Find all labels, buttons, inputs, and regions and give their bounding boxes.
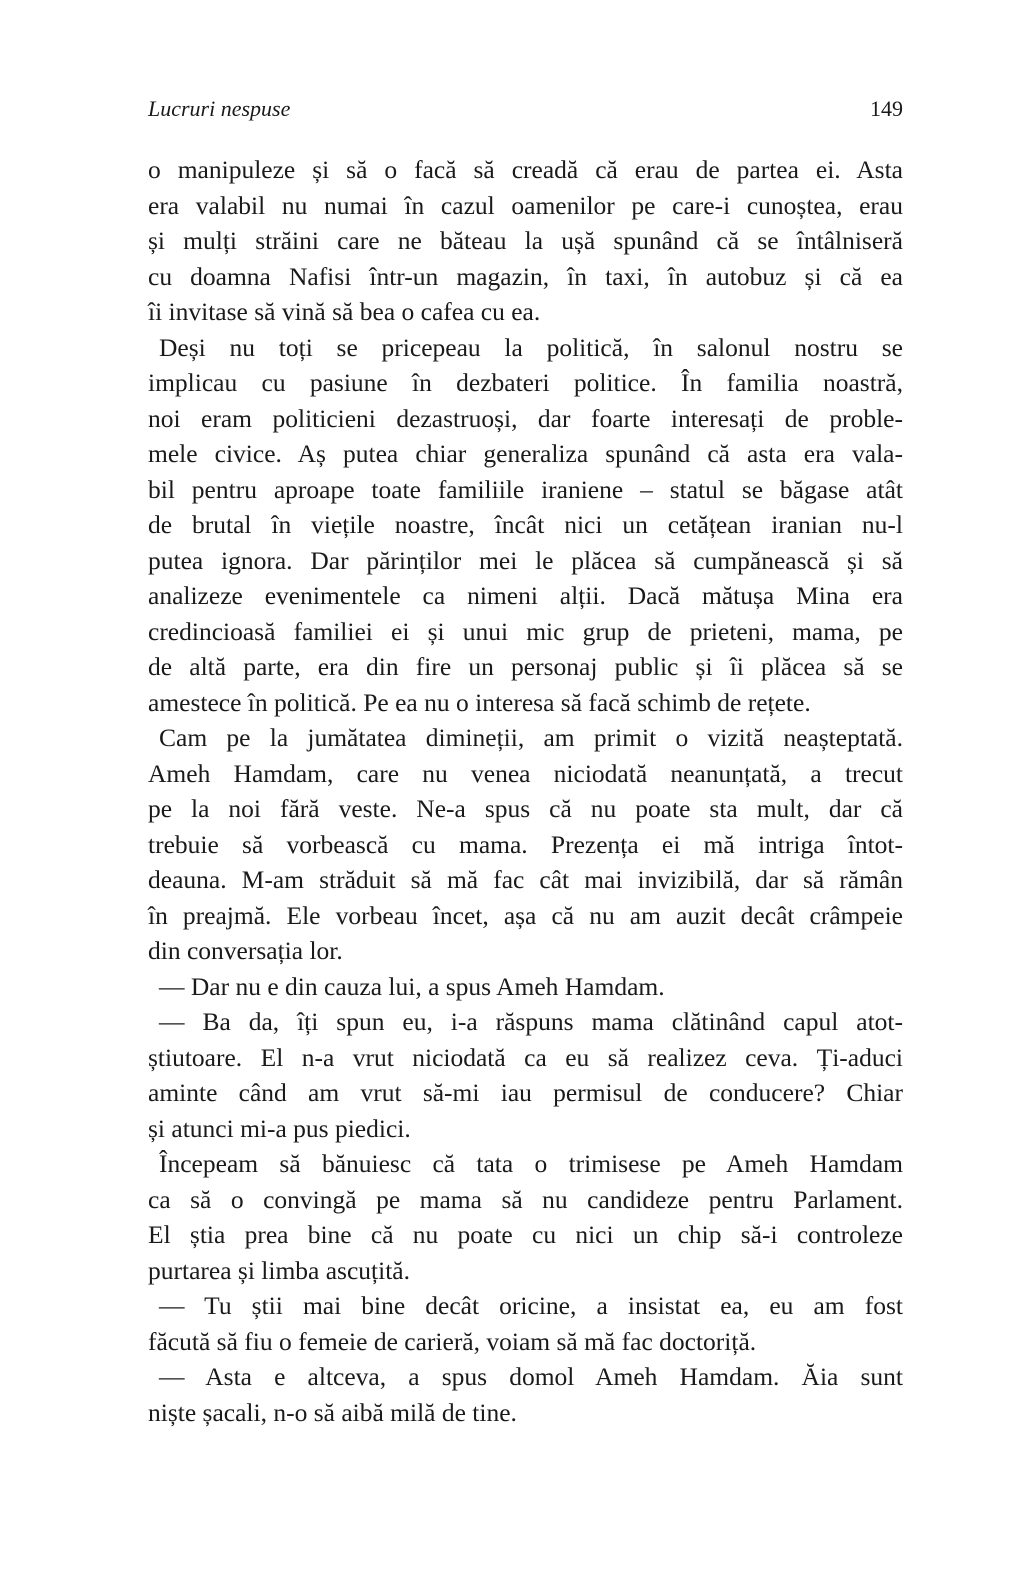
text-line: bil pentru aproape toate familiile iraniene – statul se băgase atât [148, 474, 903, 504]
text-line: în preajmă. Ele vorbeau încet, așa că nu am auzit decât crâmpeie [148, 900, 903, 930]
text-line: — Ba da, îți spun eu, i-a răspuns mama clătinând capul atot- [159, 1007, 903, 1036]
text-line: Începeam să bănuiesc că tata o trimisese pe Ameh Hamdam [159, 1149, 903, 1178]
text-line: trebuie să vorbească cu mama. Prezența ei mă intriga întot- [148, 829, 903, 859]
text-line: făcută să fiu o femeie de carieră, voiam să mă fac doctoriță. [148, 1326, 757, 1356]
text-line: îi invitase să vină să bea o cafea cu ea. [148, 297, 541, 326]
text-line: analizeze evenimentele ca nimeni alții. Dacă mătușa Mina era [148, 581, 903, 610]
text-line: și atunci mi-a pus piedici. [148, 1113, 411, 1143]
text-line: Ameh Hamdam, care nu venea niciodată neanunțată, a trecut [148, 758, 903, 788]
text-line: de altă parte, era din fire un personaj public și îi plăcea să se [148, 652, 903, 681]
page-number: 149 [870, 96, 903, 121]
text-line: pe la noi fără veste. Ne-a spus că nu poate sta mult, dar că [148, 794, 903, 823]
text-line: știutoare. El n-a vrut niciodată ca eu să realizez ceva. Ți-aduci [148, 1042, 903, 1072]
text-line: ca să o convingă pe mama să nu candideze pentru Parlament. [148, 1184, 903, 1214]
body-text [148, 152, 903, 1430]
text-line: de brutal în viețile noastre, încât nici un cetățean iranian nu-l [148, 510, 903, 539]
text-line: El știa prea bine că nu poate cu nici un chip să-i controleze [148, 1220, 903, 1249]
running-header [148, 96, 903, 126]
text-line: purtarea și limba ascuțită. [148, 1255, 410, 1285]
text-line: aminte când am vrut să-mi iau permisul de conducere? Chiar [148, 1078, 903, 1107]
text-line: putea ignora. Dar părinților mei le plăcea să cumpănească și să [148, 545, 903, 575]
text-line: niște șacali, n-o să aibă milă de tine. [148, 1397, 517, 1427]
text-line: credincioasă familiei ei și unui mic grup de prieteni, mama, pe [148, 616, 903, 646]
text-line: amestece în politică. Pe ea nu o interesa să facă schimb de rețete. [148, 687, 811, 717]
text-line: implicau cu pasiune în dezbateri politice. În familia noastră, [148, 368, 903, 397]
text-line: — Dar nu e din cauza lui, a spus Ameh Hamdam. [159, 971, 665, 1001]
text-line: o manipuleze și să o facă să creadă că erau de partea ei. Asta [148, 155, 903, 184]
text-line: cu doamna Nafisi într-un magazin, în taxi, în autobuz și că ea [148, 261, 903, 291]
text-line: deauna. M-am străduit să mă fac cât mai invizibilă, dar să rămân [148, 865, 903, 894]
text-line: — Tu știi mai bine decât oricine, a insistat ea, eu am fost [159, 1291, 903, 1320]
text-line: Cam pe la jumătatea dimineții, am primit o vizită neașteptată. [159, 723, 903, 752]
text-line: și mulți străini care ne băteau la ușă spunând că se întâlniseră [148, 226, 903, 255]
text-line: era valabil nu numai în cazul oamenilor pe care-i cunoștea, erau [148, 190, 903, 220]
text-line: Deși nu toți se pricepeau la politică, în salonul nostru se [159, 332, 903, 362]
text-line: noi eram politicieni dezastruoși, dar foarte interesați de proble- [148, 403, 903, 433]
running-title: Lucruri nespuse [148, 96, 291, 121]
text-line: — Asta e altceva, a spus domol Ameh Hamdam. Ăia sunt [159, 1362, 903, 1391]
text-line: mele civice. Aș putea chiar generaliza spunând că asta era vala- [148, 439, 903, 468]
text-line: din conversația lor. [148, 936, 343, 965]
